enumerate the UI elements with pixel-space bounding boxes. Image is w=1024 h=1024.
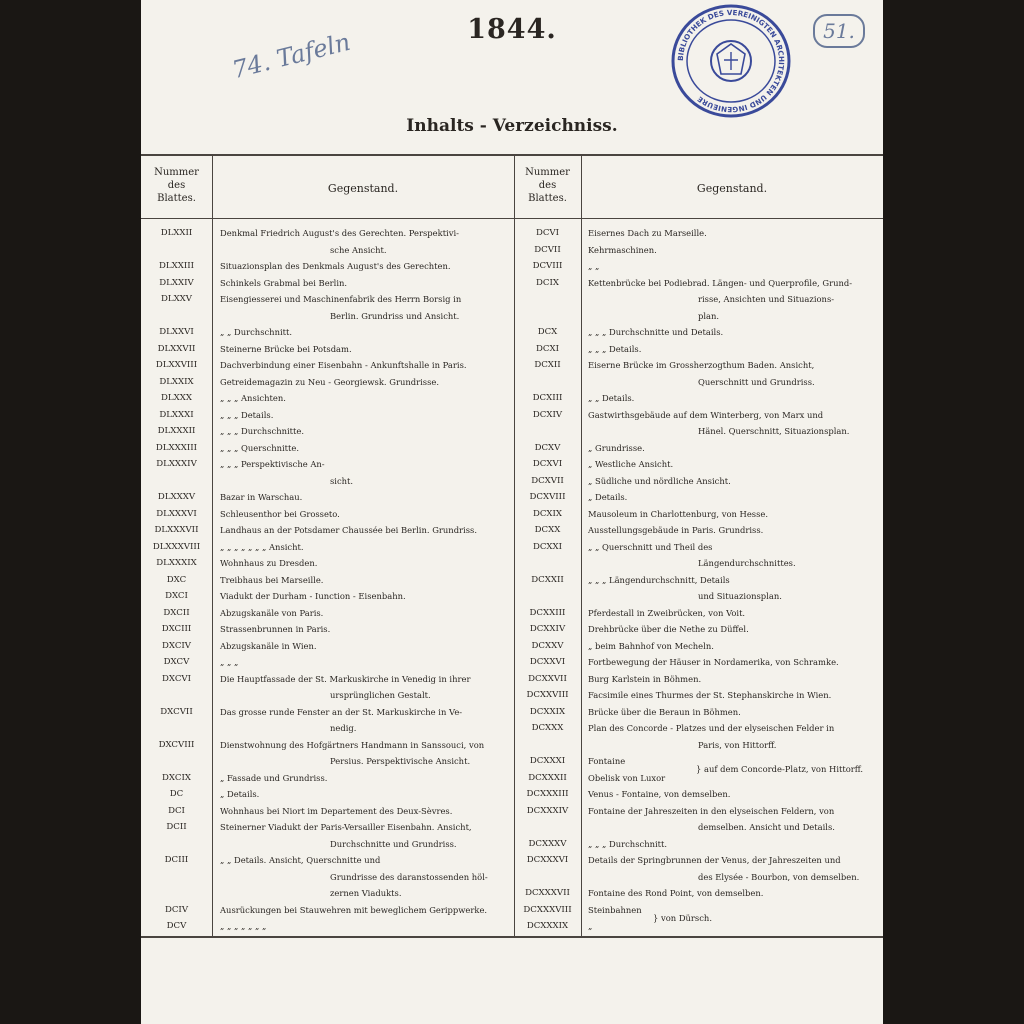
- entry-number: DLXXXIV: [156, 459, 197, 469]
- entry-text: „ „ „ „ „ „ „: [220, 921, 267, 931]
- entry-text: Fontaine des Rond Point, von demselben.: [588, 888, 764, 898]
- brace-note-duersch: } von Dürsch.: [653, 912, 712, 923]
- entry-text: Obelisk von Luxor: [588, 772, 666, 783]
- entry-text: Venus - Fontaine, von demselben.: [588, 789, 731, 799]
- entry-text: risse, Ansichten und Situazions-: [698, 294, 835, 304]
- entry-text: Wohnhaus bei Niort im Departement des Deux-Sèvres.: [220, 805, 453, 816]
- entry-text: Bazar in Warschau.: [220, 492, 303, 502]
- header-divider: [141, 218, 883, 219]
- entry-text: Viadukt der Durham - Iunction - Eisenbahn.: [220, 591, 406, 601]
- entry-text: ursprünglichen Gestalt.: [330, 690, 431, 700]
- stamp-text: BIBLIOTHEK DES VEREINIGTEN ARCHITEKTEN UND INGENIEURE: [675, 7, 787, 115]
- entry-text: „ Details.: [588, 492, 628, 502]
- entry-text: Abzugskanäle in Wien.: [220, 640, 317, 651]
- entry-text: „ „ Details. Ansicht, Querschnitte und: [220, 855, 381, 865]
- entry-text: Kehrmaschinen.: [588, 244, 657, 255]
- entry-number: DCVI: [535, 228, 560, 238]
- number-header-right: Nummer des Blattes.: [525, 167, 570, 204]
- entry-number: DLXXX: [161, 393, 192, 403]
- entry-number: DXCIV: [161, 640, 192, 651]
- entry-number: DCXXXIV: [526, 805, 569, 816]
- entry-number: DCXXXV: [528, 838, 567, 849]
- entry-number: DCXV: [534, 442, 561, 453]
- entry-number: DCXXIV: [529, 624, 566, 634]
- column-divider: [581, 156, 582, 936]
- entry-number: DXCIX: [162, 772, 191, 783]
- entry-text: Ausstellungsgebäude in Paris. Grundriss.: [588, 525, 764, 535]
- entry-number: DLXXIII: [158, 261, 195, 271]
- entry-number: DCXXVIII: [526, 690, 569, 700]
- number-header-left: Nummer des Blattes.: [154, 167, 199, 204]
- entry-text: Gastwirthsgebäude auf dem Winterberg, von Marx und: [588, 409, 824, 420]
- entry-text: Ausrückungen bei Stauwehren mit beweglichem Gerippwerke.: [220, 904, 488, 915]
- entry-number: DCIII: [164, 855, 189, 865]
- entry-number: DXC: [166, 574, 187, 585]
- entry-number: DLXXIV: [159, 277, 194, 288]
- entry-text: Fontaine der Jahreszeiten in den elyseischen Feldern, von: [588, 805, 835, 816]
- entry-text: Drehbrücke über die Nethe zu Düffel.: [588, 624, 749, 634]
- entry-text: Querschnitt und Grundriss.: [698, 376, 815, 387]
- entry-text: Strassenbrunnen in Paris.: [220, 624, 331, 634]
- entry-text: sicht.: [330, 475, 354, 486]
- entry-number: DCXXXIX: [526, 921, 569, 931]
- entry-number: DXCIII: [161, 624, 192, 634]
- entry-text: Schleusenthor bei Grosseto.: [220, 508, 340, 519]
- entry-text: Treibhaus bei Marseille.: [220, 574, 324, 585]
- entry-number: DCXXIII: [529, 607, 566, 618]
- entry-number: DCXXX: [531, 723, 564, 733]
- page-heading: Inhalts - Verzeichniss.: [406, 116, 618, 136]
- entry-text: Schinkels Grabmal bei Berlin.: [220, 277, 348, 288]
- entry-text: Landhaus an der Potsdamer Chaussée bei Berlin. Grundriss.: [220, 525, 477, 535]
- entry-text: Dienstwohnung des Hofgärtners Handmann in Sanssouci, von: [220, 739, 485, 750]
- entry-text: Kettenbrücke bei Podiebrad. Längen- und Querprofile, Grund-: [588, 277, 853, 288]
- page-number-annotation: 51.: [813, 14, 865, 48]
- entry-number: DCXVI: [532, 459, 563, 469]
- entry-text: des Elysée - Bourbon, von demselben.: [698, 871, 860, 882]
- entry-text: Pferdestall in Zweibrücken, von Voit.: [588, 607, 746, 618]
- entry-text: Facsimile eines Thurmes der St. Stephanskirche in Wien.: [588, 690, 832, 700]
- subject-header-right: Gegenstand.: [696, 182, 768, 195]
- entry-number: DCV: [166, 921, 187, 931]
- year-title: 1844.: [467, 14, 557, 45]
- entry-text: „ „ „ „ „ „ „ Ansicht.: [220, 541, 304, 552]
- entry-number: DCXXXIII: [526, 789, 569, 799]
- brace-note-concorde: } auf dem Concorde-Platz, von Hittorff.: [696, 764, 864, 774]
- entry-text: „ beim Bahnhof von Mecheln.: [588, 640, 714, 651]
- contents-table: [141, 154, 883, 938]
- entry-number: DCXIV: [532, 409, 563, 420]
- entry-number: DCXII: [534, 360, 561, 370]
- library-stamp: [669, 2, 793, 120]
- entry-text: Grundrisse des daranstossenden höl-: [330, 871, 488, 882]
- entry-text: Abzugskanäle von Paris.: [220, 607, 324, 618]
- entry-text: Hänel. Querschnitt, Situazionsplan.: [698, 426, 850, 436]
- entry-number: DCXXV: [531, 640, 564, 651]
- entry-text: Die Hauptfassade der St. Markuskirche in Venedig in ihrer: [220, 673, 471, 684]
- entry-number: DLXXXIII: [155, 442, 198, 453]
- entry-text: Das grosse runde Fenster an der St. Markuskirche in Ve-: [220, 706, 463, 717]
- entry-text: „ „ „: [220, 657, 239, 667]
- entry-text: Steinbahnen: [588, 904, 642, 915]
- entry-text: „ „ „ Querschnitte.: [220, 442, 300, 453]
- entry-text: plan.: [698, 310, 720, 321]
- entry-text: „ „ „ Durchschnitte und Details.: [588, 327, 724, 337]
- entry-text: Längendurchschnittes.: [698, 558, 796, 568]
- entry-text: „: [588, 921, 593, 931]
- entry-text: „ Fassade und Grundriss.: [220, 772, 328, 783]
- entry-text: „ „ „ Details.: [588, 343, 642, 354]
- entry-text: „ Details.: [220, 789, 260, 799]
- entry-number: DLXXXIX: [156, 558, 197, 568]
- entry-text: sche Ansicht.: [330, 244, 387, 255]
- entry-number: DCXX: [534, 525, 561, 535]
- entry-text: Eisengiesserei und Maschinenfabrik des Herrn Borsig in: [220, 294, 462, 304]
- entry-number: DCXIII: [532, 393, 563, 403]
- entry-text: „ „ Durchschnitt.: [220, 327, 293, 337]
- entry-text: „ „ Querschnitt und Theil des: [588, 541, 713, 552]
- subject-header-left: Gegenstand.: [327, 182, 399, 195]
- entry-number: DLXXV: [160, 294, 193, 304]
- entry-text: „ „ „ Längendurchschnitt, Details: [588, 574, 730, 585]
- entry-text: Denkmal Friedrich August's des Gerechten. Perspektivi-: [220, 228, 459, 238]
- entry-number: DCXVIII: [529, 492, 566, 502]
- document-page: [141, 0, 883, 1024]
- entry-text: Steinerne Brücke bei Potsdam.: [220, 343, 352, 354]
- entry-number: DCVII: [534, 244, 561, 255]
- entry-number: DCXXXVIII: [523, 904, 572, 915]
- entry-text: Persius. Perspektivische Ansicht.: [330, 756, 471, 766]
- entry-number: DXCVII: [160, 706, 193, 717]
- entry-number: DLXXXVIII: [152, 541, 201, 552]
- entry-number: DCXXXII: [528, 772, 567, 783]
- entry-text: und Situazionsplan.: [698, 591, 782, 601]
- entry-text: Dachverbindung einer Eisenbahn - Ankunftshalle in Paris.: [220, 360, 467, 370]
- entry-number: DCXXVI: [529, 657, 566, 667]
- entry-number: DLXXXI: [159, 409, 194, 420]
- entry-number: DLXXXV: [157, 492, 196, 502]
- entry-number: DXCI: [165, 591, 188, 601]
- entry-text: „ Westliche Ansicht.: [588, 459, 674, 469]
- entry-number: DLXXXVI: [156, 508, 197, 519]
- entry-text: Plan des Concorde - Platzes und der elyseischen Felder in: [588, 723, 835, 733]
- entry-text: Details der Springbrunnen der Venus, der Jahreszeiten und: [588, 855, 841, 865]
- entry-text: „ „ „ Durchschnitt.: [588, 838, 668, 849]
- entry-number: DC: [169, 789, 184, 799]
- entry-number: DCIX: [536, 277, 559, 288]
- column-divider: [212, 156, 213, 936]
- entry-text: demselben. Ansicht und Details.: [698, 822, 835, 832]
- entry-number: DLXXVII: [157, 343, 196, 354]
- entry-number: DXCII: [163, 607, 190, 618]
- entry-text: Situazionsplan des Denkmals August's des Gerechten.: [220, 261, 451, 271]
- handwritten-note: 74. Tafeln: [229, 27, 354, 85]
- entry-number: DXCVIII: [158, 739, 195, 750]
- entry-text: Eiserne Brücke im Grossherzogthum Baden. Ansicht,: [588, 360, 815, 370]
- entry-number: DCXVII: [531, 475, 564, 486]
- entry-text: Steinerner Viadukt der Paris-Versailler Eisenbahn. Ansicht,: [220, 822, 472, 832]
- entry-text: Wohnhaus zu Dresden.: [220, 558, 318, 568]
- entry-number: DCIV: [164, 904, 189, 915]
- entry-number: DLXXXVII: [154, 525, 199, 535]
- entry-text: „ „ „ Perspektivische An-: [220, 459, 325, 469]
- entry-number: DLXXIX: [159, 376, 194, 387]
- entry-number: DCXXXVII: [525, 888, 570, 898]
- entry-text: Fortbewegung der Häuser in Nordamerika, von Schramke.: [588, 657, 839, 667]
- entry-text: Getreidemagazin zu Neu - Georgiewsk. Grundrisse.: [220, 376, 439, 387]
- entry-number: DLXXII: [160, 228, 193, 238]
- entry-text: „ Südliche und nördliche Ansicht.: [588, 475, 731, 486]
- entry-number: DXCV: [163, 657, 190, 667]
- entry-text: Eisernes Dach zu Marseille.: [588, 228, 707, 238]
- entry-text: Durchschnitte und Grundriss.: [330, 838, 457, 849]
- entry-text: nedig.: [330, 723, 357, 733]
- entry-text: Fontaine: [588, 756, 626, 766]
- entry-number: DCI: [168, 805, 185, 816]
- entry-number: DCXXXI: [529, 756, 566, 766]
- entry-number: DCXIX: [532, 508, 563, 519]
- entry-number: DCVIII: [532, 261, 563, 271]
- entry-text: „ „ „ Durchschnitte.: [220, 426, 305, 436]
- entry-number: DCXXII: [531, 574, 564, 585]
- entry-number: DLXXXII: [157, 426, 196, 436]
- entry-number: DCXXI: [532, 541, 563, 552]
- entry-text: „ „ „ Details.: [220, 409, 274, 420]
- entry-text: zernen Viadukts.: [330, 888, 402, 898]
- entry-number: DCXXVII: [528, 673, 567, 684]
- entry-text: Burg Karlstein in Böhmen.: [588, 673, 702, 684]
- entry-number: DCXXIX: [529, 706, 566, 717]
- entry-text: „ „ „ Ansichten.: [220, 393, 286, 403]
- entry-text: Brücke über die Beraun in Böhmen.: [588, 706, 741, 717]
- entry-number: DCXI: [536, 343, 559, 354]
- entry-number: DCX: [537, 327, 558, 337]
- entry-text: „ „: [588, 261, 600, 271]
- entry-number: DLXXVIII: [155, 360, 198, 370]
- entry-text: Mausoleum in Charlottenburg, von Hesse.: [588, 508, 769, 519]
- entry-text: „ Grundrisse.: [588, 442, 645, 453]
- entry-text: Berlin. Grundriss und Ansicht.: [330, 310, 460, 321]
- entry-text: Paris, von Hittorff.: [698, 739, 777, 750]
- entry-text: „ „ Details.: [588, 393, 635, 403]
- entry-number: DCXXXVI: [526, 855, 569, 865]
- entry-number: DXCVI: [161, 673, 192, 684]
- entry-number: DLXXVI: [159, 327, 194, 337]
- entry-number: DCII: [166, 822, 187, 832]
